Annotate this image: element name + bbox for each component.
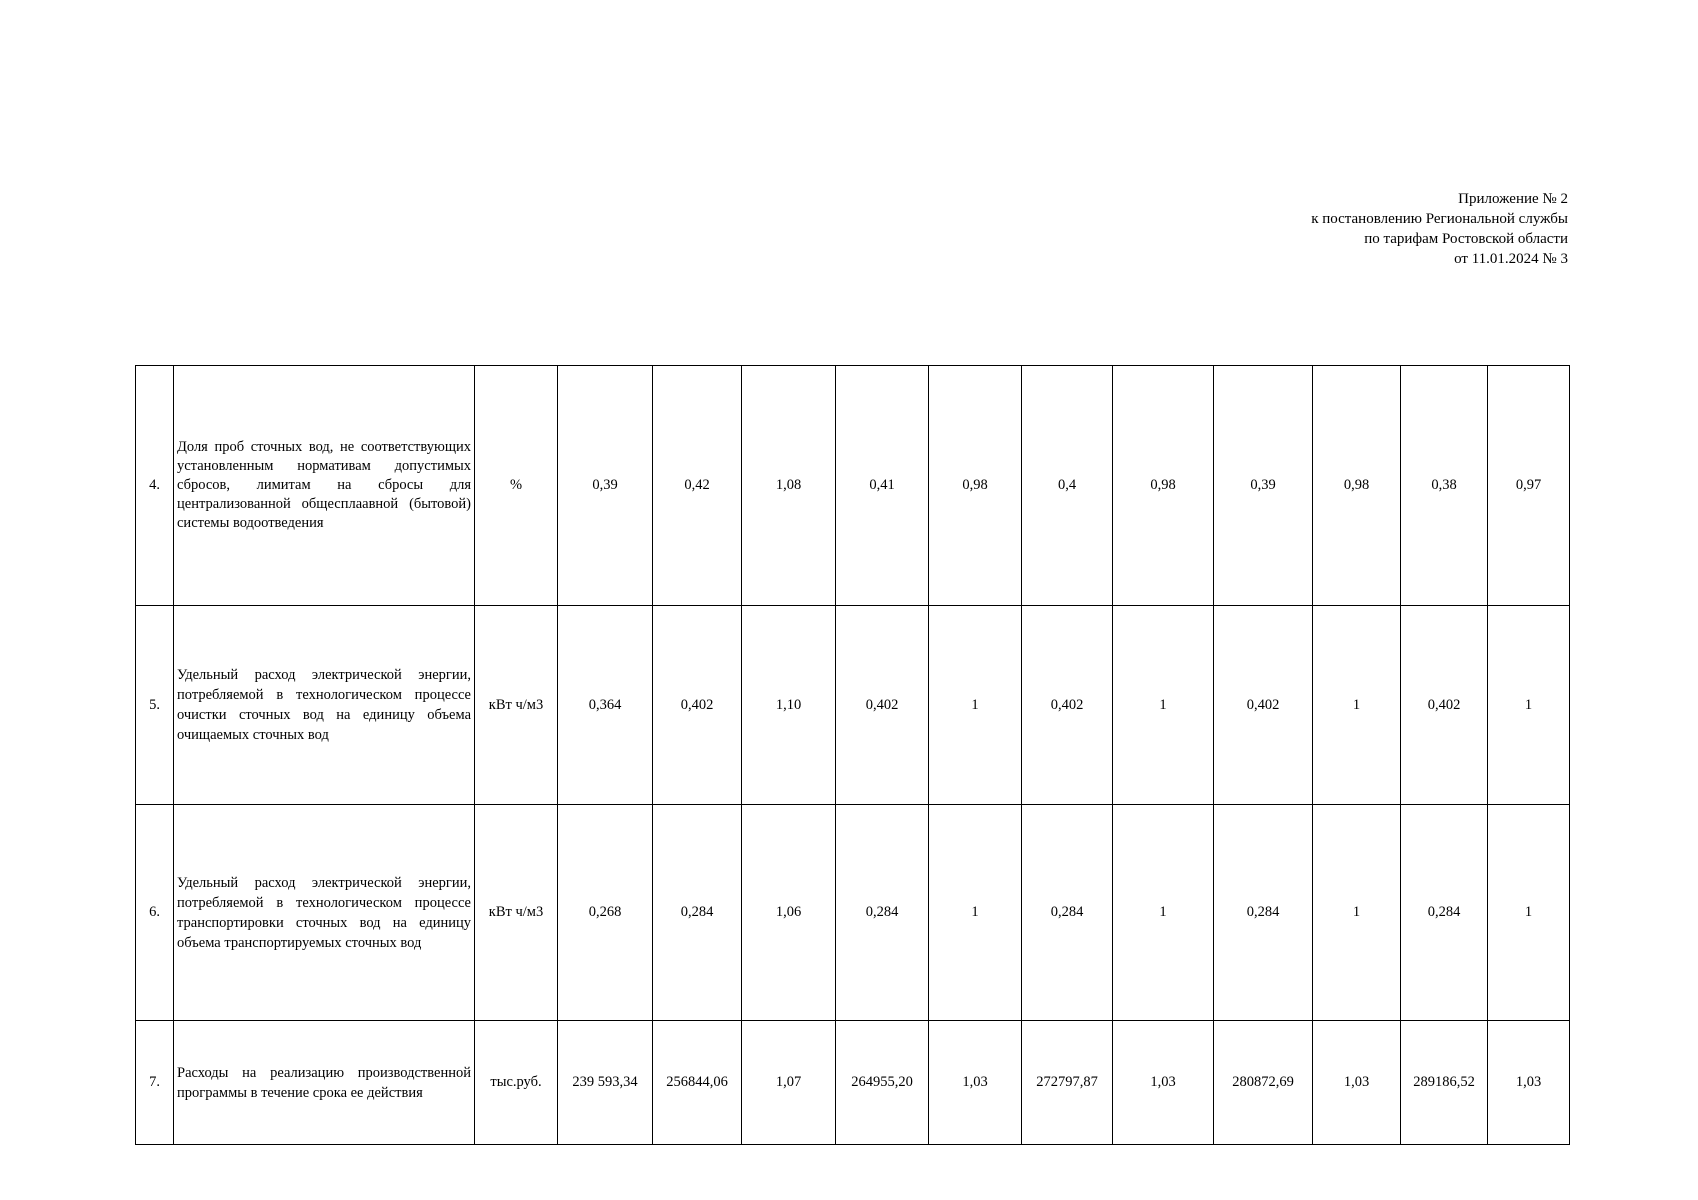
value-cell: 0,364	[558, 606, 653, 805]
indicator-description: Удельный расход электрической энергии, потребляемой в технологическом процессе очистки сточных вод на единицу объема очищаемых сточных вод	[174, 606, 475, 805]
appendix-date-line: от 11.01.2024 № 3	[1454, 251, 1568, 267]
appendix-title: Приложение № 2	[1458, 191, 1568, 207]
value-cell: 264955,20	[836, 1021, 929, 1145]
appendix-agency-line: по тарифам Ростовской области	[1364, 231, 1568, 247]
value-cell: 0,284	[1214, 805, 1313, 1021]
value-cell: 1	[1313, 606, 1401, 805]
table-row	[136, 366, 1570, 606]
value-cell: 0,284	[1401, 805, 1488, 1021]
value-cell: 0,402	[653, 606, 742, 805]
value-cell: 0,39	[558, 366, 653, 606]
value-cell: 1,03	[1488, 1021, 1570, 1145]
value-cell: 0,284	[653, 805, 742, 1021]
value-cell: 1	[1488, 805, 1570, 1021]
value-cell: 0,42	[653, 366, 742, 606]
value-cell: 0,284	[1022, 805, 1113, 1021]
value-cell: 0,4	[1022, 366, 1113, 606]
value-cell: 1,08	[742, 366, 836, 606]
indicator-description: Расходы на реализацию производственной программы в течение срока ее действия	[174, 1021, 475, 1145]
appendix-resolution-line: к постановлению Региональной службы	[1311, 211, 1568, 227]
value-cell: 0,41	[836, 366, 929, 606]
appendix-header	[1311, 189, 1568, 269]
row-number: 4.	[136, 366, 174, 606]
value-cell: 0,402	[836, 606, 929, 805]
value-cell: 1,07	[742, 1021, 836, 1145]
value-cell: 0,97	[1488, 366, 1570, 606]
value-cell: 1	[929, 606, 1022, 805]
value-cell: 239 593,34	[558, 1021, 653, 1145]
table-row	[136, 1021, 1570, 1145]
value-cell: 0,98	[1113, 366, 1214, 606]
unit-cell: кВт ч/м3	[475, 805, 558, 1021]
value-cell: 1,06	[742, 805, 836, 1021]
value-cell: 1	[1488, 606, 1570, 805]
unit-cell: тыс.руб.	[475, 1021, 558, 1145]
unit-cell: %	[475, 366, 558, 606]
unit-cell: кВт ч/м3	[475, 606, 558, 805]
row-number: 6.	[136, 805, 174, 1021]
value-cell: 0,402	[1401, 606, 1488, 805]
table-row	[136, 606, 1570, 805]
table-row	[136, 805, 1570, 1021]
value-cell: 289186,52	[1401, 1021, 1488, 1145]
value-cell: 0,268	[558, 805, 653, 1021]
row-number: 7.	[136, 1021, 174, 1145]
value-cell: 1,10	[742, 606, 836, 805]
value-cell: 1,03	[929, 1021, 1022, 1145]
value-cell: 0,39	[1214, 366, 1313, 606]
value-cell: 0,98	[929, 366, 1022, 606]
value-cell: 280872,69	[1214, 1021, 1313, 1145]
indicator-description: Доля проб сточных вод, не соответствующих установленным нормативам допустимых сбросов, лимитам на сбросы для централизованной общесплаавной (бытовой) системы водоотведения	[174, 366, 475, 606]
value-cell: 1	[929, 805, 1022, 1021]
indicators-table	[135, 365, 1570, 1145]
indicator-description: Удельный расход электрической энергии, потребляемой в технологическом процессе транспортировки сточных вод на единицу объема транспортируемых сточных вод	[174, 805, 475, 1021]
value-cell: 256844,06	[653, 1021, 742, 1145]
value-cell: 0,38	[1401, 366, 1488, 606]
value-cell: 1	[1113, 805, 1214, 1021]
value-cell: 1,03	[1113, 1021, 1214, 1145]
value-cell: 1	[1113, 606, 1214, 805]
value-cell: 1	[1313, 805, 1401, 1021]
value-cell: 0,284	[836, 805, 929, 1021]
value-cell: 0,98	[1313, 366, 1401, 606]
value-cell: 0,402	[1022, 606, 1113, 805]
value-cell: 272797,87	[1022, 1021, 1113, 1145]
row-number: 5.	[136, 606, 174, 805]
value-cell: 1,03	[1313, 1021, 1401, 1145]
value-cell: 0,402	[1214, 606, 1313, 805]
